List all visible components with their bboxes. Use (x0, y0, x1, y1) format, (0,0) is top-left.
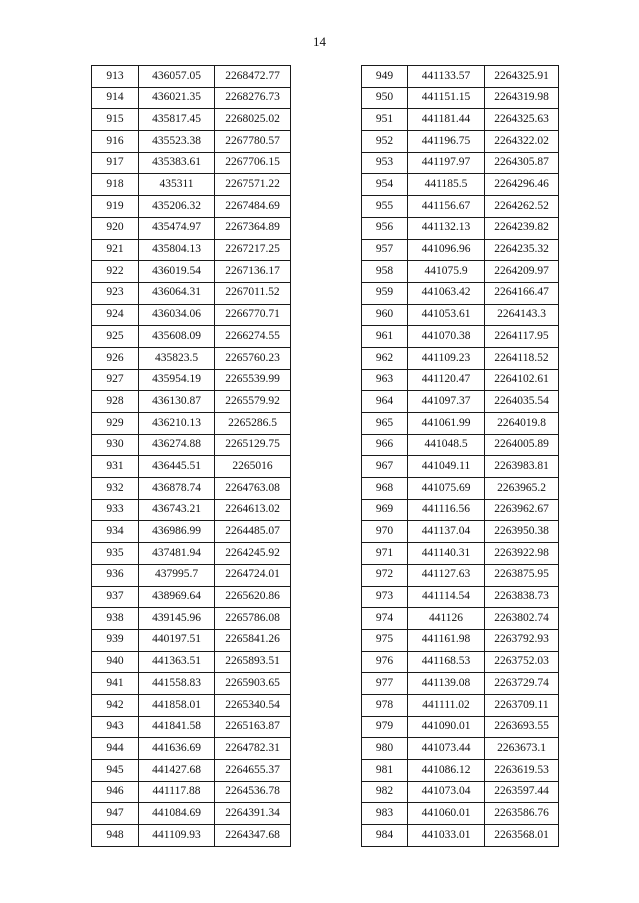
table-row (362, 694, 559, 716)
x-coordinate-cell: 441137.04 (408, 521, 485, 543)
y-coordinate-cell: 2265129.75 (215, 434, 291, 456)
table-row (92, 629, 291, 651)
table-row (362, 196, 559, 218)
y-coordinate-cell: 2267011.52 (215, 282, 291, 304)
point-number-cell: 933 (92, 499, 139, 521)
point-number-cell: 939 (92, 629, 139, 651)
table-row (362, 109, 559, 131)
table-row (92, 781, 291, 803)
y-coordinate-cell: 2264322.02 (485, 131, 559, 153)
point-number-cell: 972 (362, 564, 408, 586)
x-coordinate-cell: 441427.68 (139, 760, 215, 782)
x-coordinate-cell: 441111.02 (408, 694, 485, 716)
y-coordinate-cell: 2264245.92 (215, 543, 291, 565)
x-coordinate-cell: 441073.04 (408, 781, 485, 803)
y-coordinate-cell: 2267217.25 (215, 239, 291, 261)
y-coordinate-cell: 2263693.55 (485, 716, 559, 738)
point-number-cell: 915 (92, 109, 139, 131)
table-row (362, 651, 559, 673)
point-number-cell: 930 (92, 434, 139, 456)
x-coordinate-cell: 441127.63 (408, 564, 485, 586)
table-row (92, 66, 291, 88)
x-coordinate-cell: 441185.5 (408, 174, 485, 196)
point-number-cell: 913 (92, 66, 139, 88)
point-number-cell: 932 (92, 478, 139, 500)
table-row (92, 738, 291, 760)
x-coordinate-cell: 441096.96 (408, 239, 485, 261)
x-coordinate-cell: 440197.51 (139, 629, 215, 651)
point-number-cell: 945 (92, 760, 139, 782)
point-number-cell: 960 (362, 304, 408, 326)
x-coordinate-cell: 441097.37 (408, 391, 485, 413)
point-number-cell: 940 (92, 651, 139, 673)
table-row (362, 629, 559, 651)
table-row (362, 282, 559, 304)
x-coordinate-cell: 437481.94 (139, 543, 215, 565)
x-coordinate-cell: 435523.38 (139, 131, 215, 153)
table-row (362, 87, 559, 109)
x-coordinate-cell: 441132.13 (408, 217, 485, 239)
point-number-cell: 929 (92, 413, 139, 435)
table-row (92, 391, 291, 413)
point-number-cell: 953 (362, 152, 408, 174)
point-number-cell: 957 (362, 239, 408, 261)
table-row (362, 152, 559, 174)
table-row (92, 694, 291, 716)
y-coordinate-cell: 2264019.8 (485, 413, 559, 435)
table-row (92, 239, 291, 261)
point-number-cell: 969 (362, 499, 408, 521)
table-row (362, 543, 559, 565)
x-coordinate-cell: 441086.12 (408, 760, 485, 782)
x-coordinate-cell: 441063.42 (408, 282, 485, 304)
y-coordinate-cell: 2265893.51 (215, 651, 291, 673)
table-row (362, 760, 559, 782)
x-coordinate-cell: 436130.87 (139, 391, 215, 413)
point-number-cell: 926 (92, 347, 139, 369)
table-row (92, 369, 291, 391)
y-coordinate-cell: 2267136.17 (215, 261, 291, 283)
y-coordinate-cell: 2267780.57 (215, 131, 291, 153)
point-number-cell: 965 (362, 413, 408, 435)
x-coordinate-cell: 441109.23 (408, 347, 485, 369)
x-coordinate-cell: 441090.01 (408, 716, 485, 738)
table-row (362, 217, 559, 239)
table-row (362, 369, 559, 391)
x-coordinate-cell: 436057.05 (139, 66, 215, 88)
y-coordinate-cell: 2264143.3 (485, 304, 559, 326)
y-coordinate-cell: 2264305.87 (485, 152, 559, 174)
x-coordinate-cell: 436019.54 (139, 261, 215, 283)
y-coordinate-cell: 2263802.74 (485, 608, 559, 630)
x-coordinate-cell: 441075.9 (408, 261, 485, 283)
y-coordinate-cell: 2267364.89 (215, 217, 291, 239)
point-number-cell: 938 (92, 608, 139, 630)
coordinates-table-right (361, 65, 559, 847)
y-coordinate-cell: 2264209.97 (485, 261, 559, 283)
y-coordinate-cell: 2263729.74 (485, 673, 559, 695)
point-number-cell: 977 (362, 673, 408, 695)
table-row (362, 825, 559, 847)
point-number-cell: 937 (92, 586, 139, 608)
x-coordinate-cell: 436274.88 (139, 434, 215, 456)
table-row (92, 803, 291, 825)
point-number-cell: 951 (362, 109, 408, 131)
y-coordinate-cell: 2267571.22 (215, 174, 291, 196)
x-coordinate-cell: 441858.01 (139, 694, 215, 716)
table-row (362, 564, 559, 586)
point-number-cell: 968 (362, 478, 408, 500)
point-number-cell: 967 (362, 456, 408, 478)
coordinates-table-left (91, 65, 291, 847)
y-coordinate-cell: 2264325.63 (485, 109, 559, 131)
point-number-cell: 928 (92, 391, 139, 413)
y-coordinate-cell: 2264262.52 (485, 196, 559, 218)
y-coordinate-cell: 2265286.5 (215, 413, 291, 435)
point-number-cell: 922 (92, 261, 139, 283)
table-row (92, 152, 291, 174)
point-number-cell: 984 (362, 825, 408, 847)
y-coordinate-cell: 2265903.65 (215, 673, 291, 695)
point-number-cell: 955 (362, 196, 408, 218)
table-row (362, 131, 559, 153)
table-row (362, 261, 559, 283)
point-number-cell: 931 (92, 456, 139, 478)
table-row (92, 521, 291, 543)
y-coordinate-cell: 2268025.02 (215, 109, 291, 131)
y-coordinate-cell: 2263922.98 (485, 543, 559, 565)
x-coordinate-cell: 439145.96 (139, 608, 215, 630)
y-coordinate-cell: 2263597.44 (485, 781, 559, 803)
y-coordinate-cell: 2264655.37 (215, 760, 291, 782)
y-coordinate-cell: 2264347.68 (215, 825, 291, 847)
y-coordinate-cell: 2265786.08 (215, 608, 291, 630)
point-number-cell: 918 (92, 174, 139, 196)
table-row (362, 326, 559, 348)
y-coordinate-cell: 2264536.78 (215, 781, 291, 803)
table-row (362, 391, 559, 413)
table-row (362, 478, 559, 500)
point-number-cell: 961 (362, 326, 408, 348)
y-coordinate-cell: 2265163.87 (215, 716, 291, 738)
x-coordinate-cell: 441161.98 (408, 629, 485, 651)
y-coordinate-cell: 2265539.99 (215, 369, 291, 391)
x-coordinate-cell: 441133.57 (408, 66, 485, 88)
y-coordinate-cell: 2263568.01 (485, 825, 559, 847)
point-number-cell: 958 (362, 261, 408, 283)
x-coordinate-cell: 435608.09 (139, 326, 215, 348)
table-row (92, 347, 291, 369)
y-coordinate-cell: 2267484.69 (215, 196, 291, 218)
x-coordinate-cell: 441033.01 (408, 825, 485, 847)
table-row (362, 304, 559, 326)
x-coordinate-cell: 441075.69 (408, 478, 485, 500)
point-number-cell: 936 (92, 564, 139, 586)
point-number-cell: 973 (362, 586, 408, 608)
page-number: 14 (313, 34, 326, 49)
table-row (92, 651, 291, 673)
x-coordinate-cell: 441116.56 (408, 499, 485, 521)
y-coordinate-cell: 2263962.67 (485, 499, 559, 521)
point-number-cell: 962 (362, 347, 408, 369)
x-coordinate-cell: 441140.31 (408, 543, 485, 565)
table-row (362, 608, 559, 630)
y-coordinate-cell: 2267706.15 (215, 152, 291, 174)
x-coordinate-cell: 441363.51 (139, 651, 215, 673)
point-number-cell: 919 (92, 196, 139, 218)
point-number-cell: 959 (362, 282, 408, 304)
y-coordinate-cell: 2263965.2 (485, 478, 559, 500)
point-number-cell: 966 (362, 434, 408, 456)
table-row (362, 586, 559, 608)
y-coordinate-cell: 2263838.73 (485, 586, 559, 608)
x-coordinate-cell: 441070.38 (408, 326, 485, 348)
table-row (92, 478, 291, 500)
y-coordinate-cell: 2264325.91 (485, 66, 559, 88)
point-number-cell: 941 (92, 673, 139, 695)
table-row (362, 716, 559, 738)
y-coordinate-cell: 2263792.93 (485, 629, 559, 651)
y-coordinate-cell: 2263709.11 (485, 694, 559, 716)
point-number-cell: 981 (362, 760, 408, 782)
table-row (92, 217, 291, 239)
point-number-cell: 980 (362, 738, 408, 760)
x-coordinate-cell: 436743.21 (139, 499, 215, 521)
point-number-cell: 921 (92, 239, 139, 261)
x-coordinate-cell: 436064.31 (139, 282, 215, 304)
table-row (362, 781, 559, 803)
table-row (362, 673, 559, 695)
table-row (362, 434, 559, 456)
point-number-cell: 916 (92, 131, 139, 153)
x-coordinate-cell: 441084.69 (139, 803, 215, 825)
y-coordinate-cell: 2264117.95 (485, 326, 559, 348)
y-coordinate-cell: 2265579.92 (215, 391, 291, 413)
y-coordinate-cell: 2268276.73 (215, 87, 291, 109)
point-number-cell: 927 (92, 369, 139, 391)
y-coordinate-cell: 2263673.1 (485, 738, 559, 760)
table-row (92, 304, 291, 326)
y-coordinate-cell: 2265620.86 (215, 586, 291, 608)
x-coordinate-cell: 441156.67 (408, 196, 485, 218)
y-coordinate-cell: 2264724.01 (215, 564, 291, 586)
table-row (92, 760, 291, 782)
x-coordinate-cell: 441114.54 (408, 586, 485, 608)
x-coordinate-cell: 435474.97 (139, 217, 215, 239)
y-coordinate-cell: 2268472.77 (215, 66, 291, 88)
y-coordinate-cell: 2263983.81 (485, 456, 559, 478)
table-row (92, 608, 291, 630)
point-number-cell: 979 (362, 716, 408, 738)
x-coordinate-cell: 441120.47 (408, 369, 485, 391)
point-number-cell: 952 (362, 131, 408, 153)
x-coordinate-cell: 435804.13 (139, 239, 215, 261)
table-row (92, 499, 291, 521)
point-number-cell: 946 (92, 781, 139, 803)
y-coordinate-cell: 2264763.08 (215, 478, 291, 500)
table-row (92, 109, 291, 131)
point-number-cell: 956 (362, 217, 408, 239)
point-number-cell: 976 (362, 651, 408, 673)
point-number-cell: 943 (92, 716, 139, 738)
table-row (92, 326, 291, 348)
x-coordinate-cell: 441048.5 (408, 434, 485, 456)
y-coordinate-cell: 2264613.02 (215, 499, 291, 521)
y-coordinate-cell: 2265016 (215, 456, 291, 478)
x-coordinate-cell: 441841.58 (139, 716, 215, 738)
x-coordinate-cell: 438969.64 (139, 586, 215, 608)
point-number-cell: 954 (362, 174, 408, 196)
x-coordinate-cell: 441139.08 (408, 673, 485, 695)
x-coordinate-cell: 441196.75 (408, 131, 485, 153)
x-coordinate-cell: 436986.99 (139, 521, 215, 543)
point-number-cell: 974 (362, 608, 408, 630)
x-coordinate-cell: 441197.97 (408, 152, 485, 174)
x-coordinate-cell: 441151.15 (408, 87, 485, 109)
point-number-cell: 948 (92, 825, 139, 847)
point-number-cell: 944 (92, 738, 139, 760)
point-number-cell: 949 (362, 66, 408, 88)
x-coordinate-cell: 441049.11 (408, 456, 485, 478)
x-coordinate-cell: 435206.32 (139, 196, 215, 218)
table-row (362, 413, 559, 435)
x-coordinate-cell: 435311 (139, 174, 215, 196)
x-coordinate-cell: 441181.44 (408, 109, 485, 131)
x-coordinate-cell: 436210.13 (139, 413, 215, 435)
x-coordinate-cell: 441061.99 (408, 413, 485, 435)
y-coordinate-cell: 2264166.47 (485, 282, 559, 304)
point-number-cell: 963 (362, 369, 408, 391)
y-coordinate-cell: 2266770.71 (215, 304, 291, 326)
table-row (92, 825, 291, 847)
x-coordinate-cell: 435383.61 (139, 152, 215, 174)
y-coordinate-cell: 2264102.61 (485, 369, 559, 391)
point-number-cell: 947 (92, 803, 139, 825)
x-coordinate-cell: 435817.45 (139, 109, 215, 131)
table-row (92, 196, 291, 218)
table-row (362, 347, 559, 369)
y-coordinate-cell: 2264035.54 (485, 391, 559, 413)
y-coordinate-cell: 2264239.82 (485, 217, 559, 239)
table-row (92, 716, 291, 738)
y-coordinate-cell: 2263752.03 (485, 651, 559, 673)
y-coordinate-cell: 2263875.95 (485, 564, 559, 586)
point-number-cell: 983 (362, 803, 408, 825)
table-row (92, 564, 291, 586)
x-coordinate-cell: 441053.61 (408, 304, 485, 326)
y-coordinate-cell: 2264005.89 (485, 434, 559, 456)
table-row (92, 456, 291, 478)
x-coordinate-cell: 436034.06 (139, 304, 215, 326)
y-coordinate-cell: 2265760.23 (215, 347, 291, 369)
point-number-cell: 914 (92, 87, 139, 109)
table-row (92, 543, 291, 565)
x-coordinate-cell: 441558.83 (139, 673, 215, 695)
table-row (92, 282, 291, 304)
point-number-cell: 923 (92, 282, 139, 304)
table-row (362, 738, 559, 760)
x-coordinate-cell: 436021.35 (139, 87, 215, 109)
table-row (92, 87, 291, 109)
point-number-cell: 934 (92, 521, 139, 543)
x-coordinate-cell: 436445.51 (139, 456, 215, 478)
x-coordinate-cell: 441073.44 (408, 738, 485, 760)
x-coordinate-cell: 441168.53 (408, 651, 485, 673)
x-coordinate-cell: 437995.7 (139, 564, 215, 586)
y-coordinate-cell: 2265841.26 (215, 629, 291, 651)
point-number-cell: 970 (362, 521, 408, 543)
point-number-cell: 920 (92, 217, 139, 239)
table-row (92, 174, 291, 196)
table-row (362, 803, 559, 825)
point-number-cell: 964 (362, 391, 408, 413)
table-row (92, 261, 291, 283)
y-coordinate-cell: 2264118.52 (485, 347, 559, 369)
point-number-cell: 971 (362, 543, 408, 565)
table-row (362, 499, 559, 521)
y-coordinate-cell: 2263950.38 (485, 521, 559, 543)
x-coordinate-cell: 441060.01 (408, 803, 485, 825)
point-number-cell: 982 (362, 781, 408, 803)
point-number-cell: 935 (92, 543, 139, 565)
x-coordinate-cell: 441636.69 (139, 738, 215, 760)
y-coordinate-cell: 2265340.54 (215, 694, 291, 716)
y-coordinate-cell: 2263586.76 (485, 803, 559, 825)
table-row (92, 434, 291, 456)
y-coordinate-cell: 2264485.07 (215, 521, 291, 543)
table-row (362, 456, 559, 478)
table-row (362, 174, 559, 196)
x-coordinate-cell: 435823.5 (139, 347, 215, 369)
x-coordinate-cell: 436878.74 (139, 478, 215, 500)
table-row (362, 521, 559, 543)
table-row (92, 413, 291, 435)
table-row (92, 586, 291, 608)
x-coordinate-cell: 441126 (408, 608, 485, 630)
table-row (92, 131, 291, 153)
point-number-cell: 924 (92, 304, 139, 326)
x-coordinate-cell: 435954.19 (139, 369, 215, 391)
point-number-cell: 978 (362, 694, 408, 716)
table-row (362, 239, 559, 261)
y-coordinate-cell: 2264782.31 (215, 738, 291, 760)
y-coordinate-cell: 2264391.34 (215, 803, 291, 825)
point-number-cell: 950 (362, 87, 408, 109)
y-coordinate-cell: 2263619.53 (485, 760, 559, 782)
y-coordinate-cell: 2264296.46 (485, 174, 559, 196)
y-coordinate-cell: 2264319.98 (485, 87, 559, 109)
y-coordinate-cell: 2266274.55 (215, 326, 291, 348)
y-coordinate-cell: 2264235.32 (485, 239, 559, 261)
point-number-cell: 925 (92, 326, 139, 348)
x-coordinate-cell: 441117.88 (139, 781, 215, 803)
point-number-cell: 975 (362, 629, 408, 651)
point-number-cell: 917 (92, 152, 139, 174)
table-row (92, 673, 291, 695)
x-coordinate-cell: 441109.93 (139, 825, 215, 847)
table-row (362, 66, 559, 88)
point-number-cell: 942 (92, 694, 139, 716)
